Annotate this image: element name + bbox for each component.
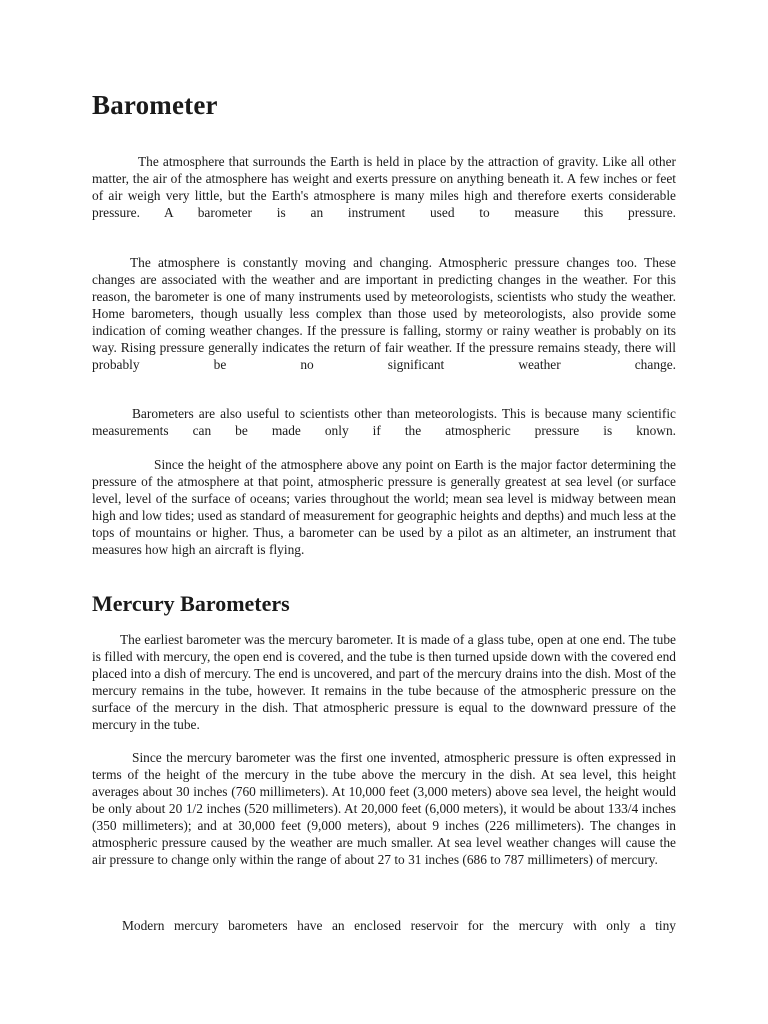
intro-paragraph-2: The atmosphere is constantly moving and changing. Atmospheric pressure changes too. These changes are associated with the weather and are important in predicting changes in the weather. For this reason, the barometer is one of many instruments used by meteorologists, scientists who study the weather. Home barometers, though usually less complex than those used by meteorologists, also provide some indication of coming weather changes. If the pressure is falling, stormy or rainy weather is probably on its way. Rising pressure generally indicates the return of fair weather. If the pressure remains steady, there will probably be no significant weather change. xyxy=(92,255,676,372)
section-paragraph-1: The earliest barometer was the mercury barometer. It is made of a glass tube, open at one end. The tube is filled with mercury, the open end is covered, and the tube is then turned upside down with the covered end placed into a dish of mercury. The end is uncovered, and part of the mercury drains into the dish. Most of the mercury remains in the tube, however. It remains in the tube because of the atmospheric pressure on the surface of the mercury in the dish. That atmospheric pressure is equal to the downward pressure of the mercury in the tube. xyxy=(92,632,676,732)
intro-paragraph-1: The atmosphere that surrounds the Earth is held in place by the attraction of gravity. Like all other matter, the air of the atmosphere has weight and exerts pressure on anything beneath it. A few inches or feet of air weigh very little, but the Earth's atmosphere is many miles high and therefore exerts considerable pressure. A barometer is an instrument used to measure this pressure. xyxy=(92,154,676,220)
document-title: Barometer xyxy=(92,90,218,120)
intro-paragraph-3: Barometers are also useful to scientists other than meteorologists. This is because many scientific measurements can be made only if the atmospheric pressure is known. xyxy=(92,406,676,438)
section-paragraph-3: Modern mercury barometers have an enclosed reservoir for the mercury with only a tiny xyxy=(122,918,676,933)
section-heading-mercury-barometers: Mercury Barometers xyxy=(92,591,290,616)
section-paragraph-2: Since the mercury barometer was the first one invented, atmospheric pressure is often expressed in terms of the height of the mercury in the tube above the mercury in the dish. At sea level, this height averages about 30 inches (760 millimeters). At 10,000 feet (3,000 meters) above sea level, the height would be only about 20 1/2 inches (520 millimeters). At 20,000 feet (6,000 meters), it would be about 133/4 inches (350 millimeters); and at 30,000 feet (9,000 meters), about 9 inches (226 millimeters). The changes in atmospheric pressure caused by the weather are much smaller. At sea level weather changes will cause the air pressure to change only within the range of about 27 to 31 inches (686 to 787 millimeters) of mercury. xyxy=(92,750,676,867)
intro-paragraph-4: Since the height of the atmosphere above any point on Earth is the major factor determining the pressure of the atmosphere at that point, atmospheric pressure is generally greatest at sea level (or surface level, level of the surface of oceans; varies throughout the world; mean sea level is midway between mean high and low tides; used as standard of measurement for geographic heights and depths) and much less at the tops of mountains or higher. Thus, a barometer can be used by a pilot as an altimeter, an instrument that measures how high an aircraft is flying. xyxy=(92,457,676,557)
